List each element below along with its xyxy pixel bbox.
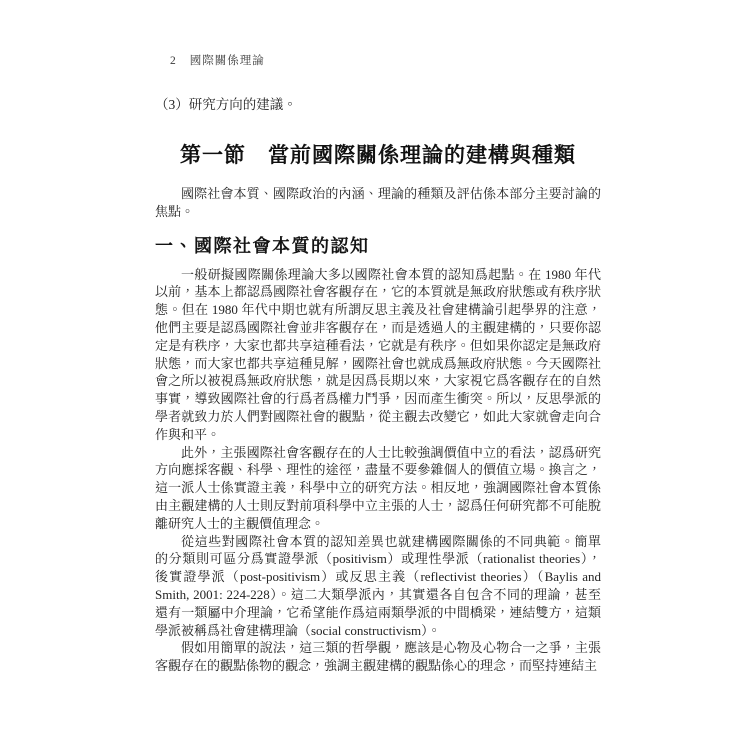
text-line: 狀態，而大家也都共享這種見解，國際社會也就成爲無政府狀態。今天國際社: [155, 355, 601, 371]
text-line: 以前，基本上都認爲國際社會客觀存在，它的本質就是無政府狀態或有秩序狀: [155, 284, 601, 300]
text-line: 離研究人士的主觀價值理念。: [155, 515, 325, 531]
text-line: 從這些對國際社會本質的認知差異也就建構國際關係的不同典範。簡單: [181, 533, 601, 549]
text-line: 一般研擬國際關係理論大多以國際社會本質的認知爲起點。在 1980 年代: [181, 266, 601, 282]
list-item: （3）研究方向的建議。: [155, 97, 297, 112]
text-line: 他們主要是認爲國際社會並非客觀存在，而是透過人的主觀建構的，只要你認: [155, 319, 601, 335]
running-title: 國際關係理論: [189, 55, 265, 67]
page-header: [170, 52, 265, 68]
text-line: 國際社會本質、國際政治的內涵、理論的種類及評估係本部分主要討論的: [181, 186, 601, 201]
text-line: 焦點。: [155, 203, 195, 219]
text-line: 的分類則可區分爲實證學派（positivism）或理性學派（rationalist theories），: [155, 551, 601, 567]
text-line: 還有一類屬中介理論，它希望能作爲這兩類學派的中間橋梁，連結雙方，這類: [155, 604, 601, 620]
text-line: 態。但在 1980 年代中期也就有所謂反思主義及社會建構論引起學界的注意，: [155, 302, 601, 318]
text-line: 定是有秩序，大家也都共享這種看法，它就是有秩序。但如果你認定是無政府: [155, 337, 601, 353]
text-line: 作與和平。: [155, 426, 221, 442]
text-line: 由主觀建構的人士則反對前項科學中立主張的人士，認爲任何研究都不可能脫: [155, 497, 601, 513]
intro-paragraph: [155, 185, 601, 221]
paragraph-2: [155, 444, 601, 533]
subsection-heading: 一、國際社會本質的認知: [155, 235, 370, 256]
section-heading: 第一節 當前國際關係理論的建構與種類: [180, 143, 576, 167]
spacer: [155, 169, 601, 185]
text-line: 方向應採客觀、科學、理性的途徑，盡量不要參雜個人的價值立場。換言之，: [155, 462, 601, 478]
text-line: 事實，導致國際社會的行爲者爲權力鬥爭，因而產生衝突。所以，反思學派的: [155, 391, 601, 407]
paragraph-4: [155, 639, 601, 675]
text-line: 會之所以被視爲無政府狀態，就是因爲長期以來，大家視它爲客觀存在的自然: [155, 373, 601, 389]
text-line: 後實證學派（post-positivism）或反思主義（reflectivist theories）（Baylis and: [155, 569, 601, 585]
paragraph-1: [155, 266, 601, 444]
page-content: [155, 96, 601, 675]
paragraph-3: [155, 533, 601, 640]
page-number: 2: [170, 55, 176, 67]
text-line: 學者就致力於人們對國際社會的觀點，從主觀去改變它，如此大家就會走向合: [155, 408, 601, 424]
text-line: 假如用簡單的說法，這三類的哲學觀，應該是心物及心物合一之爭，主張: [181, 640, 601, 656]
body-text: [155, 185, 601, 675]
text-line: 此外，主張國際社會客觀存在的人士比較強調價值中立的看法，認爲研究: [181, 444, 601, 460]
text-line: 這一派人士係實證主義，科學中立的研究方法。相反地，強調國際社會本質係: [155, 480, 601, 496]
text-line: 客觀存在的觀點係物的觀念，強調主觀建構的觀點係心的理念，而堅持連結主: [155, 658, 598, 674]
text-line: Smith, 2001: 224-228）。這二大類學派內，其實還各自包含不同的理論，甚至: [155, 586, 601, 602]
text-line: 學派被稱爲社會建構理論（social constructivism）。: [155, 622, 441, 638]
